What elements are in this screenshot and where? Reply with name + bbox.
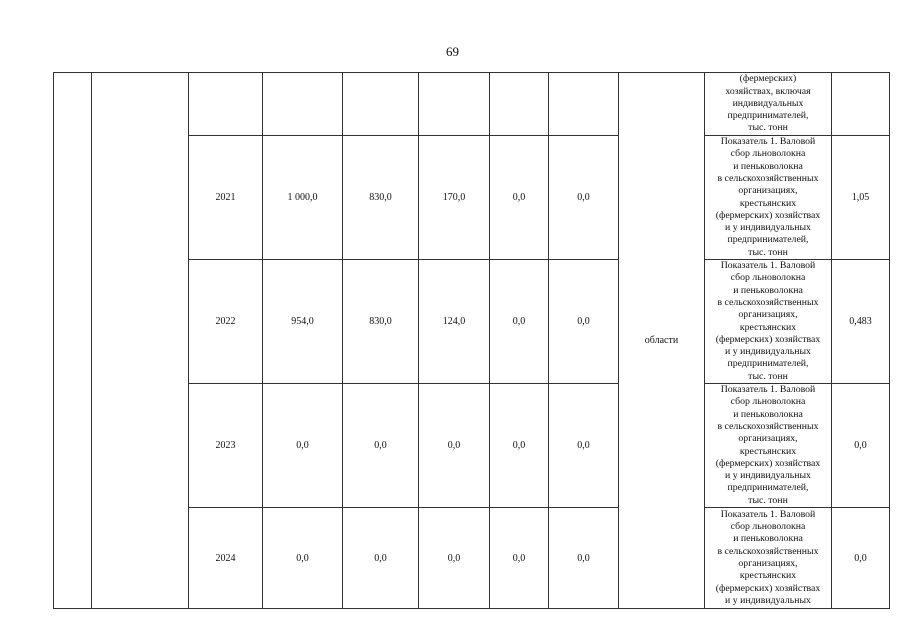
- regional-budget-cell: [419, 73, 490, 136]
- federal-budget-cell: 830,0: [343, 260, 419, 384]
- program-table: [53, 72, 890, 609]
- other-sources-cell: 0,0: [549, 384, 619, 508]
- table-row-continued: [54, 73, 890, 136]
- total-cell: 0,0: [263, 508, 343, 609]
- year-cell: 2022: [189, 260, 263, 384]
- indicator-text: Показатель 1. Валовой сбор льноволокна и пеньковолокна в сельскохозяйственных организациях, крестьянских (фермерских) хозяйствах и у индивидуальных: [715, 508, 821, 606]
- year-cell: 2024: [189, 508, 263, 609]
- year-cell: [189, 73, 263, 136]
- total-cell: 954,0: [263, 260, 343, 384]
- local-budget-cell: 0,0: [490, 384, 549, 508]
- local-budget-cell: 0,0: [490, 508, 549, 609]
- indicator-value-cell: 0,0: [832, 508, 890, 609]
- indicator-text: Показатель 1. Валовой сбор льноволокна и пеньковолокна в сельскохозяйственных организациях, крестьянских (фермерских) хозяйствах и у индивидуальных предпринимателей, тыс. тонн: [715, 384, 821, 506]
- federal-budget-cell: 0,0: [343, 508, 419, 609]
- indicator-value-cell: [832, 73, 890, 136]
- regional-budget-cell: 0,0: [419, 508, 490, 609]
- indicator-cell: [705, 260, 832, 384]
- local-budget-cell: [490, 73, 549, 136]
- indicator-text: Показатель 1. Валовой сбор льноволокна и пеньковолокна в сельскохозяйственных организациях, крестьянских (фермерских) хозяйствах и у индивидуальных предпринимателей, тыс. тонн: [715, 136, 821, 258]
- total-cell: 1 000,0: [263, 136, 343, 260]
- federal-budget-cell: [343, 73, 419, 136]
- indicator-cell: [705, 136, 832, 260]
- region-cell: области: [619, 73, 705, 609]
- indicator-value-cell: 1,05: [832, 136, 890, 260]
- year-cell: 2023: [189, 384, 263, 508]
- other-sources-cell: 0,0: [549, 508, 619, 609]
- other-sources-cell: 0,0: [549, 260, 619, 384]
- indicator-cell: [705, 508, 832, 609]
- indicator-value-cell: 0,483: [832, 260, 890, 384]
- local-budget-cell: 0,0: [490, 136, 549, 260]
- year-cell: 2021: [189, 136, 263, 260]
- total-cell: [263, 73, 343, 136]
- indicator-cell: [705, 384, 832, 508]
- regional-budget-cell: 124,0: [419, 260, 490, 384]
- federal-budget-cell: 830,0: [343, 136, 419, 260]
- page-number: 69: [446, 44, 459, 59]
- regional-budget-cell: 0,0: [419, 384, 490, 508]
- regional-budget-cell: 170,0: [419, 136, 490, 260]
- indicator-cell: [705, 73, 832, 136]
- other-sources-cell: [549, 73, 619, 136]
- indicator-text: Показатель 1. Валовой сбор льноволокна и пеньковолокна в сельскохозяйственных организациях, крестьянских (фермерских) хозяйствах и у индивидуальных предпринимателей, тыс. тонн: [715, 260, 821, 382]
- total-cell: 0,0: [263, 384, 343, 508]
- indicator-text: (фермерских) хозяйствах, включая индивидуальных предпринимателей, тыс. тонн: [725, 73, 811, 134]
- indicator-value-cell: 0,0: [832, 384, 890, 508]
- other-sources-cell: 0,0: [549, 136, 619, 260]
- local-budget-cell: 0,0: [490, 260, 549, 384]
- number-cell: [54, 73, 92, 609]
- federal-budget-cell: 0,0: [343, 384, 419, 508]
- name-cell: [92, 73, 189, 609]
